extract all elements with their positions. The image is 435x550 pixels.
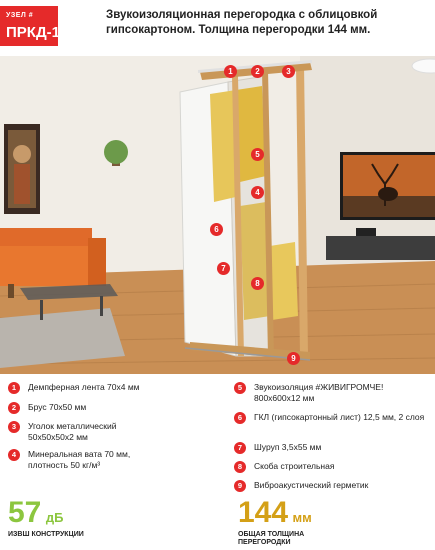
marker-7: 7 xyxy=(217,262,230,275)
rw-caption: ИЗВШ КОНСТРУКЦИИ xyxy=(8,531,84,538)
marker-1: 1 xyxy=(224,65,237,78)
legend-text: ГКЛ (гипсокартонный лист) 12,5 мм, 2 слоя xyxy=(254,412,425,422)
marker-6: 6 xyxy=(210,223,223,236)
thickness-caption-2: ПЕРЕГОРОДКИ xyxy=(238,539,291,546)
legend-num: 3 xyxy=(8,421,20,433)
legend-text: Минеральная вата 70 мм, плотность 50 кг/м³ xyxy=(28,449,131,470)
legend-num: 4 xyxy=(8,449,20,461)
legend-num: 7 xyxy=(234,442,246,454)
badge-subtitle: УЗЕЛ # xyxy=(6,12,34,19)
marker-2: 2 xyxy=(251,65,264,78)
badge-code: ПРКД-1 xyxy=(6,24,60,41)
marker-8: 8 xyxy=(251,277,264,290)
legend-text: Брус 70х50 мм xyxy=(28,402,87,412)
legend-text: Шуруп 3,5х55 мм xyxy=(254,442,322,452)
legend-text: Демпферная лента 70х4 мм xyxy=(28,382,140,392)
legend-text: Уголок металлический 50х50х50х2 мм xyxy=(28,421,117,442)
legend-text: Скоба строительная xyxy=(254,461,335,471)
sound-insulation-stat xyxy=(8,498,84,539)
rw-value: 57 xyxy=(8,496,42,529)
page-title: Звукоизоляционная перегородка с облицовкой гипсокартоном. Толщина перегородки 144 мм. xyxy=(106,9,378,36)
thickness-stat xyxy=(238,498,312,547)
legend-num: 8 xyxy=(234,461,246,473)
legend-num: 1 xyxy=(8,382,20,394)
header xyxy=(0,0,435,52)
legend-num: 6 xyxy=(234,412,246,424)
marker-5: 5 xyxy=(251,148,264,161)
legend-num: 2 xyxy=(8,402,20,414)
rw-unit: дБ xyxy=(45,510,64,525)
legend-text: Звукоизоляция #ЖИВИГРОМЧЕ! 800х600х12 мм xyxy=(254,382,384,403)
room-illustration xyxy=(0,56,435,374)
marker-3: 3 xyxy=(282,65,295,78)
node-badge xyxy=(0,6,58,46)
legend-text: Виброакустический герметик xyxy=(254,480,369,490)
thickness-caption-1: ОБЩАЯ ТОЛЩИНА xyxy=(238,531,305,538)
marker-9: 9 xyxy=(287,352,300,365)
legend-num: 9 xyxy=(234,480,246,492)
marker-4: 4 xyxy=(251,186,264,199)
partition-illustration xyxy=(0,56,435,374)
legend-num: 5 xyxy=(234,382,246,394)
thickness-value: 144 xyxy=(238,496,289,529)
thickness-unit: мм xyxy=(292,510,312,525)
